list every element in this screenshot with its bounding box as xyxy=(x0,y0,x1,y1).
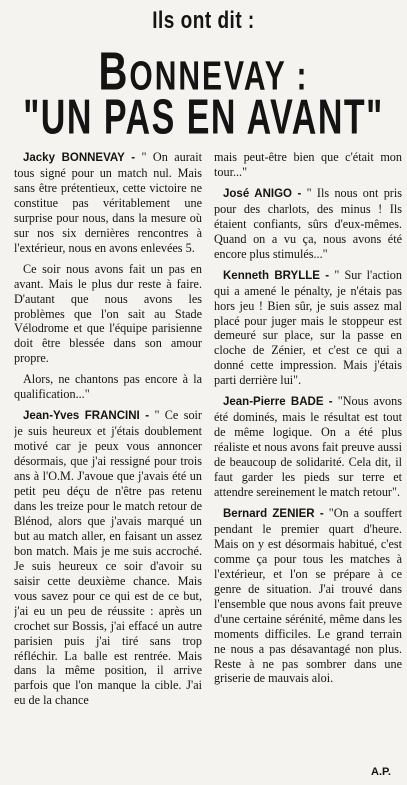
quote-text: Alors, ne chantons pas encore à la qualification..." xyxy=(14,372,202,402)
paragraph xyxy=(214,394,402,500)
author-signature: A.P. xyxy=(371,766,391,778)
article-body xyxy=(14,150,402,775)
headline-name-rest: ONNEVAY : xyxy=(129,54,309,99)
quote-text: Ce soir nous avons fait un pas en avant. Mais le plus dur reste à faire. D'autant que nous avons les problèmes que l'on sait au Stade Vélodrome et que l'équipe parisienne doit être blessée dans son amour propre. xyxy=(14,261,202,366)
quote-text: " On aurait tous signé pour un match nul. Mais sans être prétentieux, cette victoire ne constitue pas véritablement une surprise pour nous, dans la mesure où sur nos six dernières rencontres à l'extérieur, nous en avons enlevées 5. xyxy=(14,150,202,255)
speaker-name: Jean-Pierre BADE - xyxy=(223,396,333,409)
quote-text: " Ils nous ont pris pour des charlots, des minus ! Ils étaient confiants, sûrs d'eux-mêmes. Quand on a vu ça, nous avons été encore plus stimulés..." xyxy=(214,185,402,261)
paragraph xyxy=(214,506,402,686)
paragraph xyxy=(214,268,402,389)
speaker-name: Jacky BONNEVAY - xyxy=(23,152,136,164)
speaker-name: José ANIGO - xyxy=(223,187,302,200)
quote-text: " Sur l'action qui a amené le pénalty, je n'étais pas hors jeu ! Bien sûr, je suis assez mal placé pour juger mais le stoppeur est demeuré sur place, sur la passe en cloche de Zénier, et c'est ce qui a donné cette impression. Mais j'étais parti derrière lui". xyxy=(214,267,402,388)
article-kicker: Ils ont dit : xyxy=(152,8,255,35)
headline-name-initial: B xyxy=(98,42,130,102)
paragraph xyxy=(214,150,402,180)
speaker-name: Kenneth BRYLLE - xyxy=(223,269,330,282)
paragraph xyxy=(14,262,202,367)
quote-text: " Ce soir je suis heureux et j'étais doublement motivé car je peux vous annoncer désormais, que j'ai ressigné pour trois ans à l'O.M. J'avoue que j'avais été un petit peu déçu de n'être pas retenu dans les treize pour le match retour de Blénod, alors que j'avais marqué un but au match aller, en faisant un assez bon match. Mais je me suis accroché. Je suis heureux ce soir d'avoir su saisir cette deuxième chance. Mais vous savez pour ce qui est de ce but, j'ai eu un peu de réussite : après un crochet sur Bossis, j'ai effacé un autre parisien puis j'ai tiré sans trop réfléchir. La balle est rentrée. Mais dans la même position, il arrive parfois que l'on manque la cible. J'ai eu de la chance xyxy=(14,408,202,708)
headline-quote: "UN PAS EN AVANT" xyxy=(23,90,384,146)
quote-text: "On a souffert pendant le premier quart d'heure. Mais on y est désormais habitué, c'est comme ça pour tous les matches à l'extérieur, et l'on se prépare à ce genre de situation. J'ai trouvé dans l'ensemble que nous avons fait preuve d'une certaine sérénité, même dans les moments difficiles. Le grand terrain ne nous a pas désavantagé non plus. Reste à ne pas sombrer dans une griserie de mauvais aloi. xyxy=(214,505,402,686)
paragraph xyxy=(214,186,402,262)
paragraph xyxy=(14,150,202,256)
column-left xyxy=(14,150,202,775)
speaker-name: Bernard ZENIER - xyxy=(223,507,324,520)
quote-text: "Nous avons été dominés, mais le résultat est tout de même logique. On a été plus réaliste et nous avons fait preuve aussi de beaucoup de solidarité. Cela dit, il faut garder les pieds sur terre et attendre sereinement le match retour". xyxy=(214,394,402,500)
speaker-name: Jean-Yves FRANCINI - xyxy=(23,410,150,423)
column-right xyxy=(214,150,402,775)
quote-text: mais peut-être bien que c'était mon tour..." xyxy=(214,150,402,179)
paragraph xyxy=(14,408,202,708)
paragraph xyxy=(14,372,202,402)
